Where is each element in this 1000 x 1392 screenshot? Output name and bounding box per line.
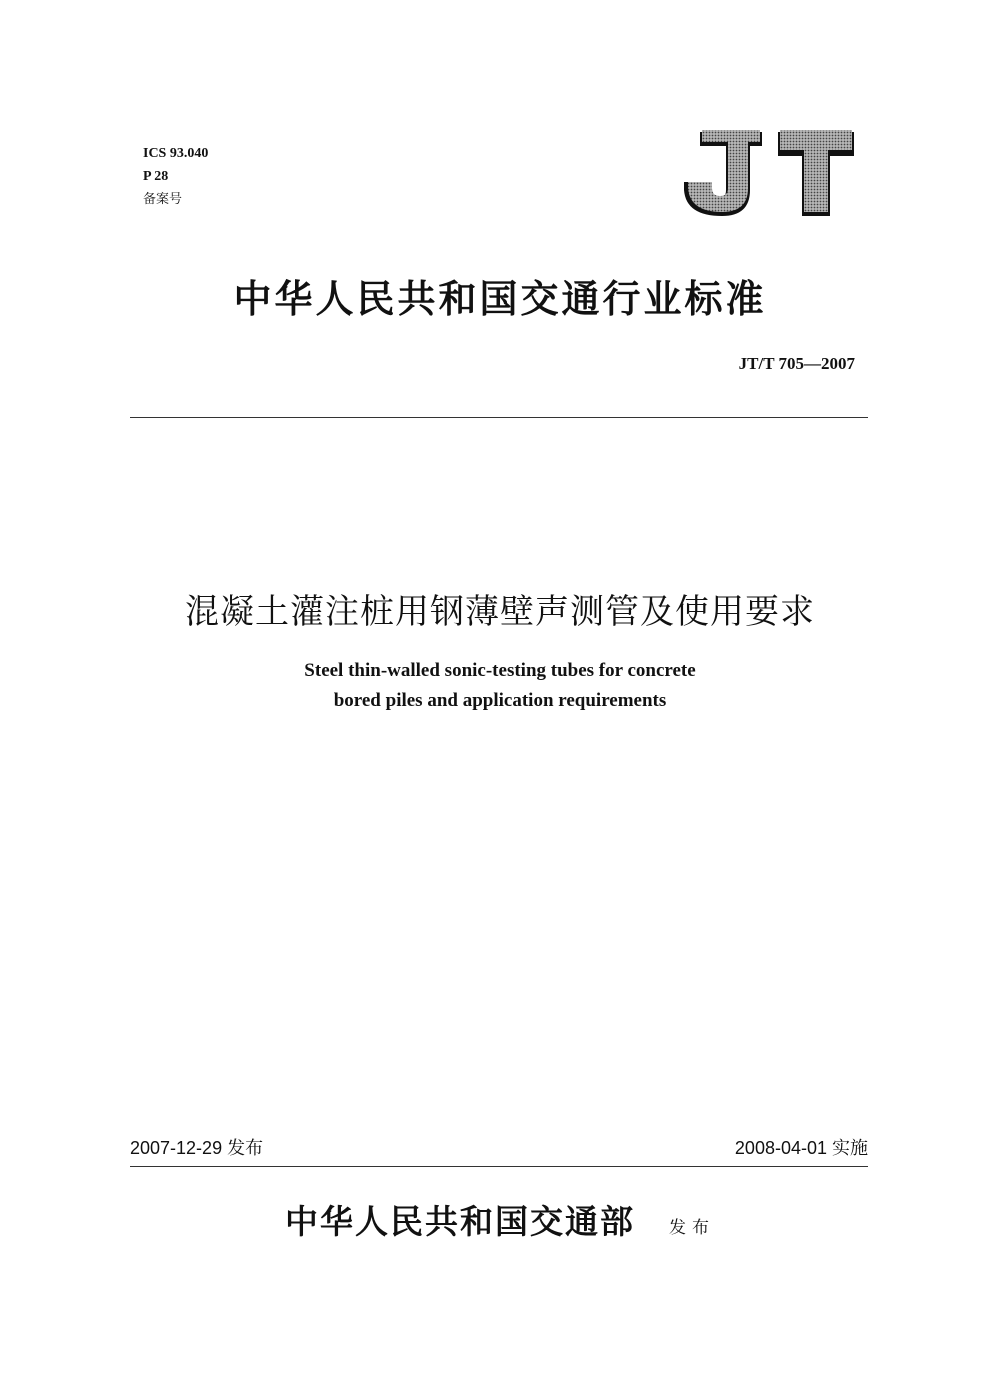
document-title-en-line-2: bored piles and application requirements [333,690,667,711]
bottom-divider [130,1166,868,1167]
implement-date: 2008-04-01 实施 [734,1138,868,1158]
top-divider [130,417,868,418]
publisher-name: 中华人民共和国交通部 [285,1202,635,1241]
record-number-label: 备案号 [143,192,183,207]
ccs-code: P 28 [143,169,169,184]
document-title-en-line-1: Steel thin-walled sonic-testing tubes for concrete [304,660,696,681]
publish-date: 2007-12-29 发布 [130,1138,264,1158]
jt-logo [678,128,858,220]
issue-label: 发布 [669,1218,715,1238]
document-title-zh: 混凝土灌注桩用钢薄壁声测管及使用要求 [185,592,815,632]
standard-category-title: 中华人民共和国交通行业标准 [233,276,767,321]
ics-code: ICS 93.040 [143,146,209,161]
publisher-line [130,1196,870,1243]
standard-number: JT/T 705—2007 [738,354,855,373]
